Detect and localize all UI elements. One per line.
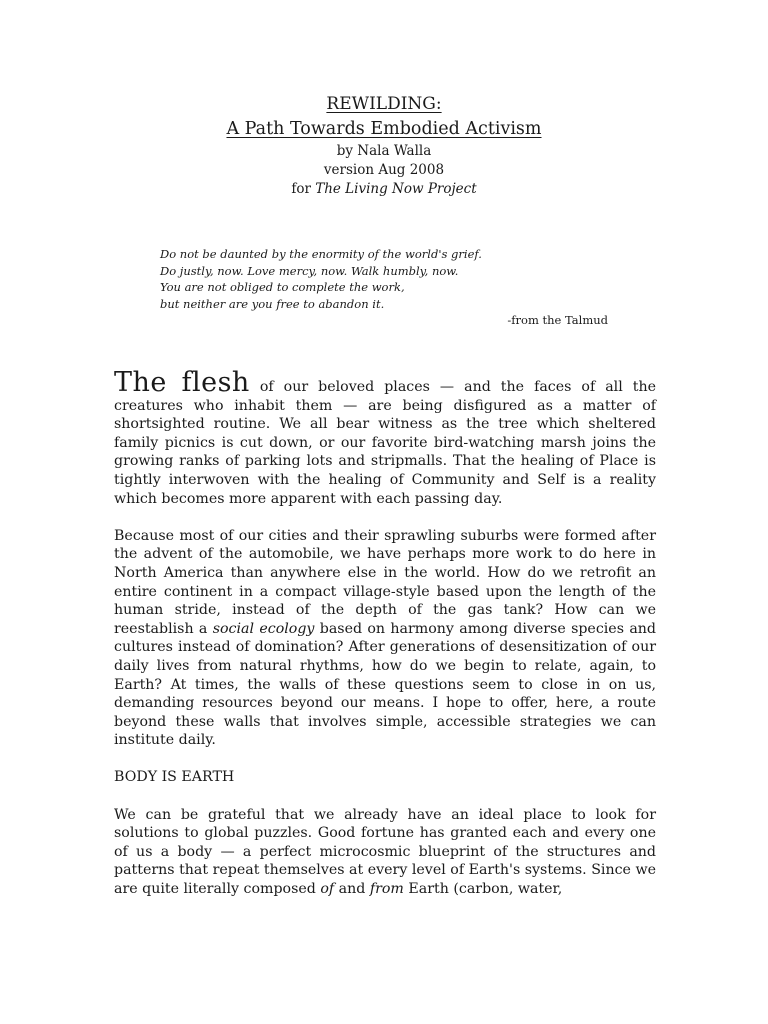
epigraph-line: You are not obliged to complete the work, [160, 280, 405, 294]
emphasis-of: of [320, 881, 335, 898]
epigraph-line: Do justly, now. Love mercy, now. Walk humbly, now. [160, 263, 459, 278]
project-prefix: for [291, 181, 316, 197]
paragraph-text: of our beloved places — and the faces of all the creatures who inhabit them — are being disfigured as a matter of shortsighted routine. We all bear witness as the tree which sheltered family picnics is cut down, or our favorite bird-watching marsh joins the growing ranks of parking lots and stripmalls. That the healing of Place is tightly interwoven with the healing of Community and Self is a reality which becomes more apparent with each passing day. [114, 379, 657, 507]
paragraph-text: We can be grateful that we already have an ideal place to look for solutions to global puzzles. Good fortune has granted each and every one of us a body — a perfect microcosmic blueprint of the structures and patterns that repeat themselves at every level of Earth's systems. Since we are quite literally composed [114, 806, 656, 898]
epigraph-line: but neither are you free to abandon it. [160, 296, 385, 311]
section-heading: BODY IS EARTH [114, 769, 235, 786]
document-title: REWILDING: [326, 94, 442, 114]
paragraph-text: and [334, 881, 370, 898]
paragraph-intro [114, 367, 657, 508]
body-text [114, 367, 657, 917]
document-subtitle: A Path Towards Embodied Activism [226, 119, 542, 139]
epigraph-attribution: -from the Talmud [507, 313, 608, 327]
project-line [0, 180, 768, 199]
emphasis-social-ecology: social ecology [212, 620, 315, 637]
paragraph-automobile [114, 527, 656, 750]
paragraph-text: Earth (carbon, water, [403, 881, 563, 898]
paragraph-text: based on harmony among diverse species and cultures instead of domination? After generations of desensitization of our daily lives from natural rhythms, how do we begin to relate, again, to Earth? At times, the walls of these questions seem to close in on us, demanding resources beyond our means. I hope to offer, here, a route beyond these walls that involves simple, accessible strategies we can institute daily. [114, 620, 656, 749]
document-header [0, 92, 768, 199]
version-line: version Aug 2008 [323, 162, 445, 178]
project-name: The Living Now Project [315, 181, 477, 197]
paragraph-text: Because most of our cities and their sprawling suburbs were formed after the advent of the automobile, we have perhaps more work to do here in North America than anywhere else in the world. How do we retrofit an entire continent in a compact village-style based upon the length of the human stride, instead of the depth of the gas tank? How can we reestablish a [114, 527, 656, 637]
author-line: by Nala Walla [336, 143, 432, 159]
paragraph-body-is-earth [114, 806, 656, 899]
epigraph-line: Do not be daunted by the enormity of the world's grief. [160, 247, 482, 261]
epigraph [160, 246, 620, 329]
lead-in-words: The flesh [114, 367, 250, 398]
emphasis-from: from [369, 881, 404, 898]
